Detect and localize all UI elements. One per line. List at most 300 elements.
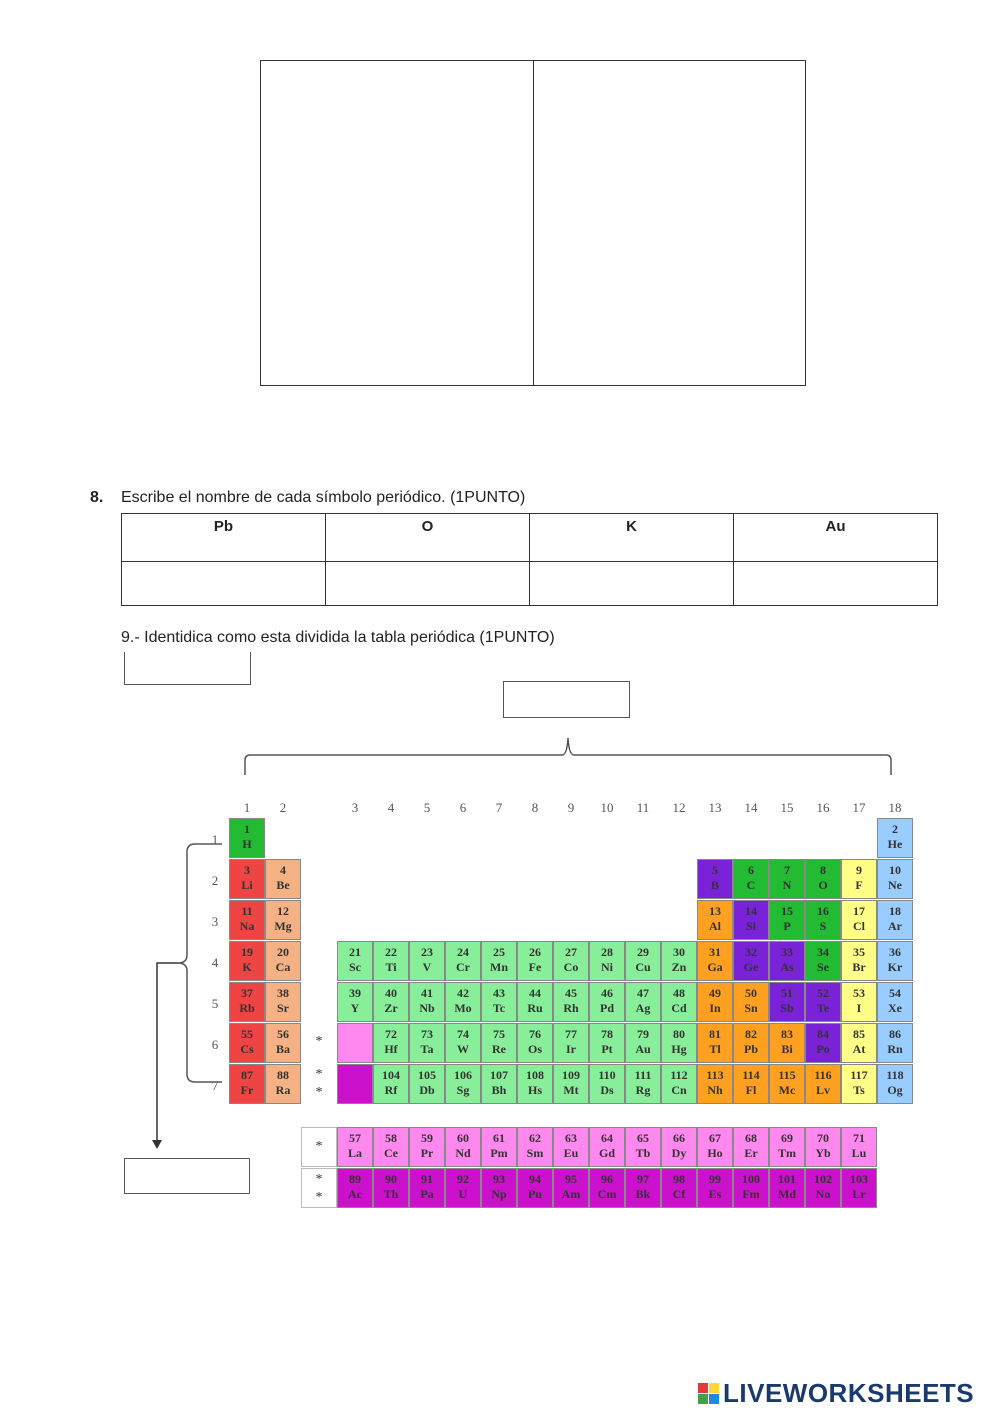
element-symbol: Ba [275,1042,290,1056]
element-cell [661,941,697,981]
element-cell [805,900,841,940]
element-cell [697,982,733,1022]
element-cell [733,1168,769,1208]
element-symbol: Cu [635,960,651,974]
period-number: 2 [211,873,219,888]
atomic-number: 23 [421,945,433,959]
atomic-number: 34 [817,945,829,959]
element-symbol: Hg [671,1042,687,1056]
arrow-head-icon [152,1140,162,1149]
atomic-number: 103 [850,1172,868,1186]
element-symbol: Ti [385,960,397,974]
element-cell [733,1064,769,1104]
element-cell [409,1064,445,1104]
atomic-number: 81 [709,1027,721,1041]
atomic-number: 12 [277,904,289,918]
element-symbol: Dy [671,1146,687,1160]
element-cell [265,1023,301,1063]
atomic-number: 6 [748,863,754,877]
element-symbol: Fr [240,1083,254,1097]
element-cell [841,1064,877,1104]
element-symbol: Yb [815,1146,831,1160]
element-cell [877,941,913,981]
element-cell [445,1023,481,1063]
element-symbol: Na [239,919,255,933]
element-cell [733,1127,769,1167]
atomic-number: 9 [856,863,862,877]
question-8-number: 8. [90,489,104,506]
atomic-number: 29 [637,945,649,959]
atomic-number: 105 [418,1068,436,1082]
question-8-text: Escribe el nombre de cada símbolo periódico. (1PUNTO) [121,489,526,506]
element-cell [553,1127,589,1167]
element-cell [337,1168,373,1208]
atomic-number: 43 [493,986,505,1000]
element-cell [265,1064,301,1104]
atomic-number: 47 [637,986,649,1000]
atomic-number: 95 [565,1172,577,1186]
element-symbol: Th [383,1187,399,1201]
element-cell [625,1023,661,1063]
element-cell [769,900,805,940]
element-symbol: V [422,960,432,974]
element-symbol: Sr [277,1001,289,1015]
atomic-number: 28 [601,945,613,959]
atomic-number: 64 [601,1131,613,1145]
element-symbol: In [709,1001,721,1015]
group-number: 15 [780,800,794,815]
atomic-number: 86 [889,1027,901,1041]
atomic-number: 53 [853,986,865,1000]
element-cell [553,1168,589,1208]
element-cell [805,1127,841,1167]
element-symbol: Co [563,960,579,974]
series-marker-star: * [315,1067,323,1082]
element-cell [697,1064,733,1104]
element-symbol: Pa [420,1187,434,1201]
element-cell [229,859,265,899]
atomic-number: 118 [886,1068,904,1082]
atomic-number: 14 [745,904,757,918]
element-symbol: At [852,1042,866,1056]
element-cell [877,982,913,1022]
atomic-number: 45 [565,986,577,1000]
arrow-line [157,963,178,1140]
group-number: 3 [351,800,359,815]
atomic-number: 16 [817,904,829,918]
group-number: 17 [852,800,866,815]
element-cell [337,941,373,981]
atomic-number: 75 [493,1027,505,1041]
element-cell [517,1168,553,1208]
period-number: 7 [211,1078,219,1093]
element-cell [841,982,877,1022]
group-number: 2 [279,800,287,815]
element-symbol: F [855,878,863,892]
element-cell [625,941,661,981]
atomic-number: 50 [745,986,757,1000]
symbol-header: O [326,514,530,562]
element-symbol: Bh [491,1083,507,1097]
element-symbol: N [782,878,792,892]
element-symbol: Pr [420,1146,434,1160]
atomic-number: 20 [277,945,289,959]
atomic-number: 30 [673,945,685,959]
element-symbol: Eu [563,1146,579,1160]
atomic-number: 49 [709,986,721,1000]
element-symbol: Cr [456,960,470,974]
groups-brace [245,738,891,775]
atomic-number: 67 [709,1131,721,1145]
atomic-number: 4 [280,863,286,877]
element-cell [877,1023,913,1063]
series-marker [301,1064,337,1104]
period-number: 4 [211,955,219,970]
atomic-number: 84 [817,1027,829,1041]
element-symbol: Ru [527,1001,543,1015]
element-symbol: Hs [527,1083,542,1097]
element-symbol: W [457,1042,469,1056]
element-cell [877,1064,913,1104]
atomic-number: 89 [349,1172,361,1186]
element-symbol: Ga [707,960,723,974]
element-symbol: Ts [853,1083,865,1097]
element-symbol: Ar [888,919,902,933]
element-symbol: Mc [778,1083,796,1097]
element-cell [589,1168,625,1208]
element-symbol: Ds [600,1083,614,1097]
element-cell [589,982,625,1022]
element-symbol: Te [816,1001,830,1015]
element-cell [697,859,733,899]
atomic-number: 41 [421,986,433,1000]
atomic-number: 63 [565,1131,577,1145]
element-symbol: La [347,1146,362,1160]
element-symbol: S [819,919,827,933]
atomic-number: 56 [277,1027,289,1041]
element-cell [265,941,301,981]
atomic-number: 73 [421,1027,433,1041]
atomic-number: 25 [493,945,505,959]
element-symbol: Rf [384,1083,398,1097]
atomic-number: 82 [745,1027,757,1041]
element-cell [697,1023,733,1063]
group-number: 8 [531,800,539,815]
element-cell [373,1168,409,1208]
atomic-number: 88 [277,1068,289,1082]
atomic-number: 51 [781,986,793,1000]
period-number: 5 [211,996,219,1011]
element-symbol: Pm [490,1146,508,1160]
element-cell [445,1064,481,1104]
element-cell [661,1023,697,1063]
atomic-number: 71 [853,1131,865,1145]
group-number: 9 [567,800,575,815]
element-symbol: Rb [239,1001,255,1015]
group-number: 13 [708,800,722,815]
period-number: 6 [211,1037,219,1052]
element-cell [517,941,553,981]
element-symbol: Pb [743,1042,758,1056]
element-symbol: No [815,1187,831,1201]
liveworksheets-logo [698,1378,974,1409]
element-symbol: B [710,878,719,892]
element-symbol: Er [744,1146,758,1160]
element-cell [373,1023,409,1063]
element-cell [229,1064,265,1104]
element-cell [517,982,553,1022]
element-cell [229,900,265,940]
element-cell [373,982,409,1022]
group-number: 5 [423,800,431,815]
series-marker-star: * [315,1085,323,1100]
atomic-number: 91 [421,1172,433,1186]
element-cell [769,1023,805,1063]
element-symbol: Bi [781,1042,793,1056]
period-number: 1 [211,832,219,847]
element-symbol: Cm [597,1187,617,1201]
atomic-number: 35 [853,945,865,959]
element-cell [733,900,769,940]
element-symbol: Nh [707,1083,723,1097]
element-cell [517,1127,553,1167]
atomic-number: 93 [493,1172,505,1186]
atomic-number: 52 [817,986,829,1000]
element-symbol: Xe [888,1001,902,1015]
atomic-number: 83 [781,1027,793,1041]
element-symbol: Gd [598,1146,615,1160]
element-symbol: Mt [563,1083,579,1097]
element-cell [733,859,769,899]
element-symbol: Mo [454,1001,472,1015]
element-symbol: I [856,1001,862,1015]
element-cell [265,859,301,899]
element-cell [373,1127,409,1167]
element-cell [373,941,409,981]
element-symbol: Md [778,1187,796,1201]
atomic-number: 58 [385,1131,397,1145]
element-cell [337,1023,373,1063]
element-cell [337,982,373,1022]
group-number: 18 [888,800,902,815]
element-symbol: Ce [384,1146,398,1160]
atomic-number: 113 [706,1068,724,1082]
atomic-number: 108 [526,1068,544,1082]
atomic-number: 15 [781,904,793,918]
element-cell [805,982,841,1022]
atomic-number: 8 [820,863,826,877]
element-symbol: Sb [780,1001,794,1015]
atomic-number: 110 [598,1068,616,1082]
atomic-number: 77 [565,1027,577,1041]
atomic-number: 76 [529,1027,541,1041]
atomic-number: 109 [562,1068,580,1082]
element-symbol: Cf [672,1187,686,1201]
element-symbol: Am [561,1187,581,1201]
element-symbol: Fe [528,960,542,974]
series-marker: * [301,1127,337,1167]
element-cell [841,1168,877,1208]
atomic-number: 1 [244,822,250,836]
element-cell [445,1168,481,1208]
element-symbol: Db [419,1083,435,1097]
group-number: 10 [600,800,614,815]
atomic-number: 3 [244,863,250,877]
atomic-number: 78 [601,1027,613,1041]
atomic-number: 36 [889,945,901,959]
atomic-number: 21 [349,945,361,959]
group-number: 6 [459,800,467,815]
element-symbol: C [746,878,756,892]
element-symbol: Tl [709,1042,721,1056]
element-cell [841,941,877,981]
element-cell [229,982,265,1022]
logo-badge-icon [698,1383,719,1404]
atomic-number: 80 [673,1027,685,1041]
atomic-number: 70 [817,1131,829,1145]
atomic-number: 42 [457,986,469,1000]
element-cell [733,1023,769,1063]
element-symbol: Mg [274,919,292,933]
atomic-number: 106 [454,1068,472,1082]
atomic-number: 19 [241,945,253,959]
atomic-number: 68 [745,1131,757,1145]
element-symbol: Cn [671,1083,687,1097]
atomic-number: 102 [814,1172,832,1186]
element-cell [445,1127,481,1167]
element-symbol: Es [708,1187,722,1201]
series-marker-star: * [315,1172,323,1187]
element-cell [229,818,265,858]
element-symbol: As [780,960,794,974]
element-symbol: Pt [601,1042,613,1056]
group-number: 4 [387,800,395,815]
element-cell [697,900,733,940]
element-cell [265,900,301,940]
element-cell [445,982,481,1022]
atomic-number: 2 [892,822,898,836]
element-cell [409,1168,445,1208]
atomic-number: 13 [709,904,721,918]
element-symbol: Np [491,1187,507,1201]
element-symbol: Ir [566,1042,576,1056]
element-cell [697,1168,733,1208]
atomic-number: 104 [382,1068,400,1082]
element-cell [553,941,589,981]
element-symbol: Zn [671,960,687,974]
element-symbol: Tm [778,1146,796,1160]
element-cell [481,1023,517,1063]
atomic-number: 87 [241,1068,253,1082]
atomic-number: 7 [784,863,790,877]
element-symbol: K [242,960,252,974]
element-symbol: Sg [456,1083,470,1097]
atomic-number: 39 [349,986,361,1000]
element-cell [877,859,913,899]
element-symbol: Sn [744,1001,758,1015]
element-symbol: Bk [635,1187,651,1201]
atomic-number: 38 [277,986,289,1000]
element-symbol: Cl [853,919,865,933]
element-symbol: Fm [742,1187,760,1201]
element-cell [229,941,265,981]
element-cell [769,982,805,1022]
element-cell [481,941,517,981]
element-cell [409,982,445,1022]
element-symbol: Ta [420,1042,434,1056]
atomic-number: 66 [673,1131,685,1145]
element-cell [769,859,805,899]
logo-text: LIVEWORKSHEETS [723,1378,975,1408]
element-symbol: Zr [384,1001,398,1015]
atomic-number: 26 [529,945,541,959]
element-cell [553,1023,589,1063]
element-symbol: Re [492,1042,506,1056]
element-symbol: Pd [599,1001,614,1015]
element-symbol: U [458,1187,468,1201]
element-cell [445,941,481,981]
question-9-text: 9.- Identidica como esta dividida la tabla periódica (1PUNTO) [121,629,555,646]
element-symbol: Al [709,919,721,933]
group-number: 1 [243,800,251,815]
atomic-number: 33 [781,945,793,959]
series-marker [301,1168,337,1208]
element-cell [841,1023,877,1063]
atomic-number: 116 [814,1068,832,1082]
element-symbol: Y [350,1001,360,1015]
atomic-number: 24 [457,945,469,959]
element-cell [481,1127,517,1167]
element-symbol: Rg [635,1083,651,1097]
atomic-number: 37 [241,986,253,1000]
element-symbol: Og [887,1083,903,1097]
series-marker-star: * [315,1190,323,1205]
group-number: 16 [816,800,830,815]
element-cell [733,982,769,1022]
element-symbol: Ge [743,960,759,974]
atomic-number: 22 [385,945,397,959]
symbol-header: K [530,514,734,562]
element-cell [589,941,625,981]
atomic-number: 60 [457,1131,469,1145]
element-symbol: Ne [888,878,902,892]
atomic-number: 94 [529,1172,541,1186]
atomic-number: 61 [493,1131,505,1145]
element-symbol: Kr [887,960,903,974]
element-cell [409,941,445,981]
element-symbol: Lv [815,1083,830,1097]
element-symbol: Sm [526,1146,544,1160]
element-cell [877,818,913,858]
element-cell [841,900,877,940]
atomic-number: 97 [637,1172,649,1186]
element-cell [517,1023,553,1063]
atomic-number: 79 [637,1027,649,1041]
element-symbol: Mn [490,960,508,974]
element-cell [805,1168,841,1208]
element-symbol: Po [816,1042,830,1056]
element-cell [589,1127,625,1167]
element-cell [697,941,733,981]
group-number: 12 [672,800,686,815]
element-cell [553,1064,589,1104]
atomic-number: 107 [490,1068,508,1082]
element-cell [769,1127,805,1167]
element-cell [409,1023,445,1063]
atomic-number: 31 [709,945,721,959]
element-symbol: Rh [563,1001,579,1015]
element-cell [517,1064,553,1104]
